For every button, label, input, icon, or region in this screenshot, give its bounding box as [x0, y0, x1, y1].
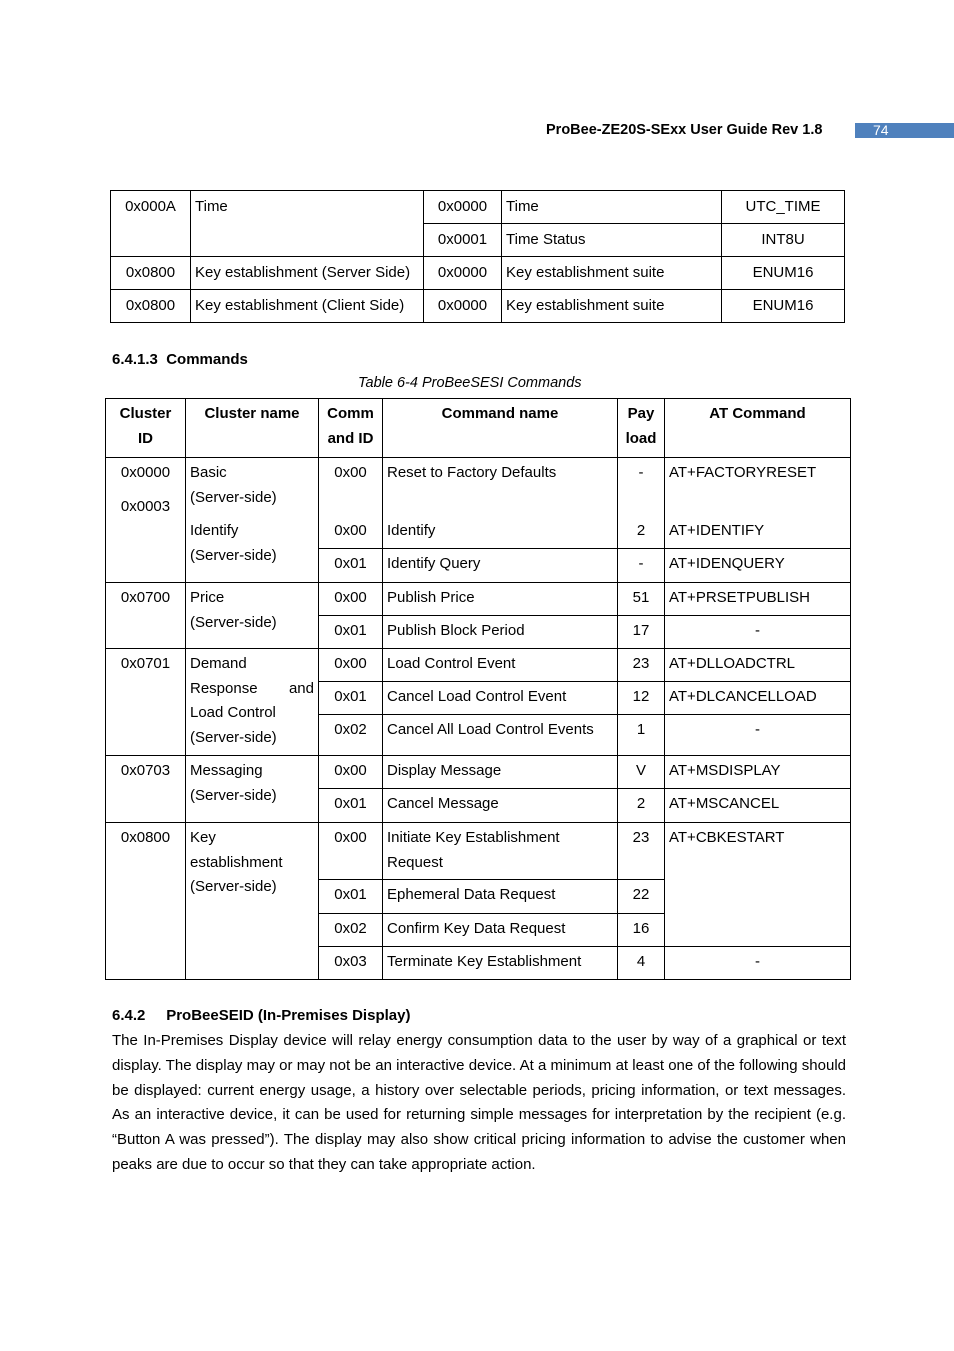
command-name-cell: [383, 823, 618, 880]
cluster-name-cell: Key establishment (Server Side): [191, 257, 424, 290]
cluster-id-cell: 0x0700: [106, 583, 186, 649]
command-name-cell: Load Control Event: [383, 649, 618, 682]
section-heading-commands: 6.4.1.3 Commands: [112, 351, 248, 368]
cluster-id-cell: 0x0800: [111, 290, 191, 323]
payload-cell: 22: [618, 880, 665, 914]
command-id-cell: 0x02: [319, 914, 383, 947]
payload-cell: 1: [618, 715, 665, 756]
command-id: 0x00: [334, 464, 367, 481]
cluster-name-cell: Time: [191, 191, 424, 257]
header-at-command: AT Command: [665, 399, 851, 458]
command-name: Identify: [387, 521, 436, 539]
at-command-cell: AT+MSCANCEL: [665, 789, 851, 823]
attr-id-cell: 0x0001: [424, 224, 502, 257]
payload-cell: V: [618, 756, 665, 789]
cluster-name-cell: [186, 823, 319, 980]
payload-cell: 16: [618, 914, 665, 947]
command-id-cell: 0x00: [319, 583, 383, 616]
cluster-name-basic: Basic: [190, 464, 227, 481]
payload: -: [638, 464, 644, 481]
table-header-row: [106, 399, 851, 458]
command-name: Initiate Key Establishment: [387, 829, 560, 846]
cluster-name-3: (Server-side): [190, 728, 277, 746]
cluster-name-basic-2: (Server-side): [190, 488, 277, 506]
at-command-cell: AT+PRSETPUBLISH: [665, 583, 851, 616]
at-command: AT+FACTORYRESET: [669, 464, 817, 481]
cluster-name-cell: [186, 649, 319, 756]
payload-cell: 12: [618, 682, 665, 715]
command-id-cell: 0x03: [319, 947, 383, 980]
payload-cell: -: [618, 549, 665, 583]
command-id-cell: 0x00: [319, 823, 383, 880]
payload-cell: 2: [618, 789, 665, 823]
cluster-name: Messaging: [190, 762, 263, 779]
cluster-name-2: (Server-side): [190, 786, 277, 804]
cluster-id-cell: 0x000A: [111, 191, 191, 257]
command-name-cell: Publish Price: [383, 583, 618, 616]
type-cell: ENUM16: [722, 257, 845, 290]
at-command-cell: -: [665, 616, 851, 649]
attr-name-cell: Time: [502, 191, 722, 224]
commands-table: [105, 398, 851, 980]
table-row: [111, 290, 845, 323]
cluster-name-identify: Identify: [190, 522, 239, 539]
command-name-cell: Cancel All Load Control Events: [383, 715, 618, 756]
cluster-name-cell: [186, 458, 319, 583]
command-id-cell: [319, 458, 383, 549]
command-id-cell: 0x01: [319, 616, 383, 649]
attr-id-cell: 0x0000: [424, 257, 502, 290]
cluster-name-identify-2: (Server-side): [190, 546, 277, 564]
header-payload: Pay: [627, 405, 655, 422]
body-paragraph: The In-Premises Display device will relay energy consumption data to the user by way of a graphical or text display. The display may or may not be an interactive device. At a minimum at least one of the following should be displayed: current energy usage, a history over selectable periods, pricing information, or text messages. As an interactive device, it can be used for returning simple messages for interpretation by the recipient (e.g. “Button A was pressed”). The display may also show critical pricing information to advise the customer when peaks are due to occur so that they can take appropriate action.: [112, 1032, 846, 1173]
cluster-name-3: (Server-side): [190, 878, 277, 895]
at-command-cell: AT+DLLOADCTRL: [665, 649, 851, 682]
payload-cell: 23: [618, 823, 665, 880]
cluster-id-cell: 0x0800: [111, 257, 191, 290]
at-command-cell: -: [665, 715, 851, 756]
payload-cell: 51: [618, 583, 665, 616]
command-name-cell: Display Message: [383, 756, 618, 789]
page-number: 74: [873, 122, 889, 138]
header-title: ProBee-ZE20S-SExx User Guide Rev 1.8: [546, 122, 823, 138]
cluster-id-identify: 0x0003: [120, 497, 171, 515]
command-id-cell: 0x00: [319, 649, 383, 682]
type-cell: UTC_TIME: [722, 191, 845, 224]
table-row: [106, 649, 851, 682]
table-row: [106, 458, 851, 549]
cluster-id-basic: 0x0000: [120, 464, 171, 481]
cluster-name: Price: [190, 589, 225, 606]
command-id-cell: 0x01: [319, 880, 383, 914]
at-command-cell: AT+DLCANCELLOAD: [665, 682, 851, 715]
cluster-name-2: (Server-side): [190, 613, 277, 631]
command-id-cell: 0x02: [319, 715, 383, 756]
command-id-cell: 0x01: [319, 549, 383, 583]
payload-cell: [618, 458, 665, 549]
command-name-cell: Ephemeral Data Request: [383, 880, 618, 914]
attr-id-cell: 0x0000: [424, 290, 502, 323]
type-cell: INT8U: [722, 224, 845, 257]
table-row: [111, 191, 845, 224]
attr-name-cell: Key establishment suite: [502, 257, 722, 290]
table-row: [106, 583, 851, 616]
table-row: [111, 257, 845, 290]
cluster-name-word: and: [288, 679, 314, 697]
command-name-cell: [383, 458, 618, 549]
command-name: Reset to Factory Defaults: [387, 464, 557, 481]
at-command: AT+IDENTIFY: [669, 521, 765, 539]
attribute-table: [110, 190, 845, 323]
command-name-cell: Cancel Message: [383, 789, 618, 823]
attr-id-cell: 0x0000: [424, 191, 502, 224]
at-command-cell: AT+CBKESTART: [665, 823, 851, 947]
table-caption: Table 6-4 ProBeeSESI Commands: [358, 375, 582, 391]
header-command-name: Command name: [383, 399, 618, 458]
attr-name-cell: Key establishment suite: [502, 290, 722, 323]
command-name-cell: Identify Query: [383, 549, 618, 583]
payload: 2: [636, 521, 646, 539]
cluster-name-cell: Key establishment (Client Side): [191, 290, 424, 323]
cluster-name: Demand: [190, 655, 247, 672]
cluster-id-cell: 0x0800: [106, 823, 186, 980]
cluster-name-word: Response: [190, 679, 258, 697]
header-cluster-name: Cluster name: [186, 399, 319, 458]
command-id-cell: 0x01: [319, 682, 383, 715]
cluster-name-cell: [186, 756, 319, 823]
header-command-id-2: and ID: [327, 429, 374, 447]
command-name-2: Request: [387, 853, 443, 871]
type-cell: ENUM16: [722, 290, 845, 323]
command-id-cell: 0x01: [319, 789, 383, 823]
payload-cell: 23: [618, 649, 665, 682]
header-payload-2: load: [625, 429, 657, 447]
cluster-name-cell: [186, 583, 319, 649]
at-command-cell: -: [665, 947, 851, 980]
header-cluster-id-2: ID: [138, 429, 153, 447]
payload-cell: 4: [618, 947, 665, 980]
at-command-cell: AT+IDENQUERY: [665, 549, 851, 583]
cluster-name-2: establishment: [190, 853, 283, 871]
cluster-name-2: Load Control: [190, 704, 276, 721]
section-heading-642: 6.4.2 ProBeeSEID (In-Premises Display): [112, 1007, 411, 1024]
page-number-bar: [855, 123, 954, 138]
payload-cell: 17: [618, 616, 665, 649]
header-command-id: Comm: [327, 405, 374, 422]
at-command-cell: [665, 458, 851, 549]
at-command-cell: AT+MSDISPLAY: [665, 756, 851, 789]
table-row: [106, 823, 851, 880]
cluster-id-cell: [106, 458, 186, 583]
command-id-cell: 0x00: [319, 756, 383, 789]
command-name-cell: Confirm Key Data Request: [383, 914, 618, 947]
table-row: [106, 756, 851, 789]
cluster-id-cell: 0x0701: [106, 649, 186, 756]
command-id: 0x00: [334, 521, 367, 539]
command-name-cell: Publish Block Period: [383, 616, 618, 649]
header-cluster-id: Cluster: [119, 405, 172, 422]
command-name-cell: Terminate Key Establishment: [383, 947, 618, 980]
cluster-id-cell: 0x0703: [106, 756, 186, 823]
command-name-cell: Cancel Load Control Event: [383, 682, 618, 715]
attr-name-cell: Time Status: [502, 224, 722, 257]
cluster-name: Key: [190, 829, 216, 846]
